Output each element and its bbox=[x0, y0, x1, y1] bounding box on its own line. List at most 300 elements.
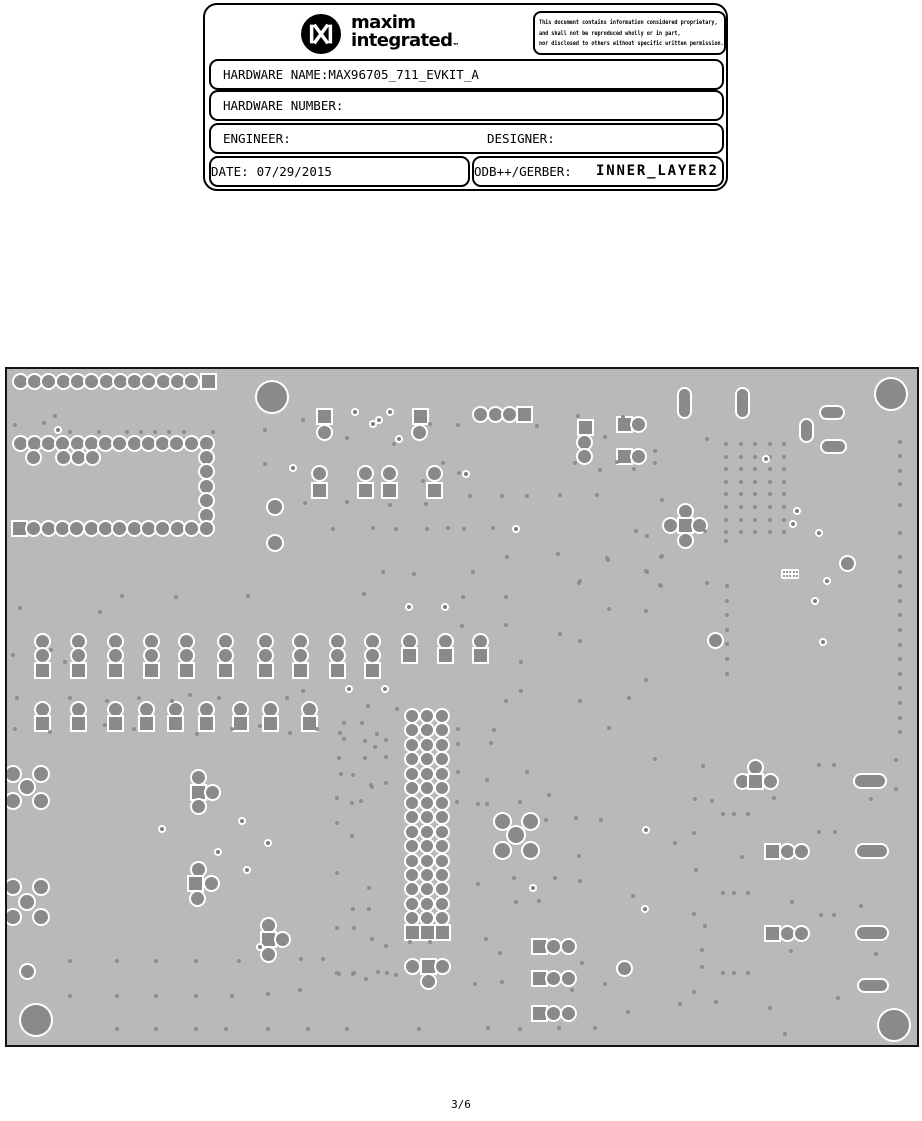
via bbox=[505, 555, 509, 559]
pad-circle bbox=[113, 437, 126, 450]
pad-square bbox=[618, 450, 631, 463]
pad-circle bbox=[841, 557, 854, 570]
pad-circle bbox=[428, 467, 441, 480]
pad-circle bbox=[421, 855, 433, 867]
pad-circle bbox=[42, 522, 55, 535]
via bbox=[898, 643, 902, 647]
via bbox=[578, 879, 582, 883]
via bbox=[898, 599, 902, 603]
pad-circle bbox=[56, 437, 69, 450]
pad-circle bbox=[99, 522, 112, 535]
via bbox=[701, 764, 705, 768]
pad-circle bbox=[313, 467, 326, 480]
via bbox=[673, 841, 677, 845]
via bbox=[375, 732, 379, 736]
mounting-hole bbox=[257, 382, 287, 412]
via bbox=[194, 1027, 198, 1031]
via bbox=[303, 501, 307, 505]
pad-circle bbox=[36, 703, 49, 716]
via bbox=[753, 518, 757, 522]
via bbox=[298, 988, 302, 992]
via bbox=[485, 802, 489, 806]
pad-circle bbox=[578, 436, 591, 449]
pad-circle bbox=[406, 724, 418, 736]
pad-circle bbox=[85, 437, 98, 450]
via bbox=[653, 757, 657, 761]
proprietary-notice-box bbox=[533, 11, 726, 55]
pad-circle bbox=[436, 883, 448, 895]
via bbox=[338, 731, 342, 735]
pad-circle bbox=[781, 845, 794, 858]
via bbox=[335, 926, 339, 930]
pad-circle bbox=[71, 375, 84, 388]
connector-pin-hole bbox=[789, 575, 791, 577]
pad-circle bbox=[736, 775, 749, 788]
pad-circle bbox=[142, 375, 155, 388]
via bbox=[694, 868, 698, 872]
via bbox=[366, 704, 370, 708]
via bbox=[660, 498, 664, 502]
pad-circle bbox=[72, 649, 85, 662]
via bbox=[832, 913, 836, 917]
via bbox=[525, 494, 529, 498]
pad-circle bbox=[436, 811, 448, 823]
via bbox=[782, 442, 786, 446]
pad-circle bbox=[200, 703, 213, 716]
via bbox=[500, 980, 504, 984]
pad-circle bbox=[27, 451, 40, 464]
via bbox=[460, 624, 464, 628]
pad-circle bbox=[421, 739, 433, 751]
proprietary-notice-text bbox=[539, 17, 723, 49]
pad-square bbox=[219, 664, 232, 677]
via bbox=[898, 440, 902, 444]
via bbox=[678, 1002, 682, 1006]
via bbox=[351, 907, 355, 911]
via bbox=[408, 940, 412, 944]
date-field bbox=[209, 156, 470, 187]
via bbox=[634, 529, 638, 533]
via bbox=[13, 423, 17, 427]
pad-circle bbox=[14, 375, 27, 388]
via bbox=[645, 534, 649, 538]
via bbox=[385, 971, 389, 975]
pad-circle bbox=[219, 635, 232, 648]
via bbox=[504, 595, 508, 599]
via bbox=[370, 937, 374, 941]
via bbox=[384, 755, 388, 759]
pad-circle bbox=[57, 375, 70, 388]
via bbox=[570, 988, 574, 992]
via bbox=[724, 539, 728, 543]
via bbox=[603, 435, 607, 439]
gerber-layer-value: INNER_LAYER2 bbox=[596, 163, 719, 179]
ring-via bbox=[388, 410, 392, 414]
pad-circle bbox=[200, 522, 213, 535]
via bbox=[603, 982, 607, 986]
pad-square bbox=[294, 664, 307, 677]
brand-line2: integrated bbox=[351, 30, 453, 51]
pad-circle bbox=[664, 519, 677, 532]
pad-circle bbox=[72, 635, 85, 648]
pad-circle bbox=[562, 1007, 575, 1020]
via bbox=[537, 899, 541, 903]
via bbox=[230, 994, 234, 998]
via bbox=[580, 961, 584, 965]
via bbox=[473, 982, 477, 986]
via bbox=[894, 787, 898, 791]
pad-circle bbox=[109, 635, 122, 648]
via bbox=[351, 972, 355, 976]
via bbox=[768, 467, 772, 471]
pad-circle bbox=[171, 375, 184, 388]
pad-circle bbox=[6, 910, 20, 924]
pad-circle bbox=[679, 505, 692, 518]
pad-square bbox=[192, 786, 205, 799]
pad-circle bbox=[180, 635, 193, 648]
via bbox=[746, 812, 750, 816]
connector-pin-hole bbox=[783, 575, 785, 577]
pad-circle bbox=[436, 960, 449, 973]
via bbox=[898, 701, 902, 705]
via bbox=[627, 696, 631, 700]
pad-square bbox=[264, 717, 277, 730]
pad-circle bbox=[140, 703, 153, 716]
pad-circle bbox=[421, 883, 433, 895]
connector-pin-hole bbox=[786, 571, 788, 573]
via bbox=[321, 957, 325, 961]
via bbox=[578, 699, 582, 703]
pad-square bbox=[13, 522, 26, 535]
brand-text bbox=[351, 14, 459, 55]
via bbox=[424, 502, 428, 506]
connector-pin-hole bbox=[789, 571, 791, 573]
via bbox=[724, 492, 728, 496]
via bbox=[49, 648, 53, 652]
via bbox=[753, 480, 757, 484]
pad-square bbox=[518, 408, 531, 421]
mounting-hole bbox=[879, 1010, 909, 1040]
ring-via bbox=[258, 945, 262, 949]
pad-square bbox=[414, 410, 427, 423]
ring-via bbox=[371, 422, 375, 426]
via bbox=[753, 442, 757, 446]
via bbox=[188, 693, 192, 697]
pad-circle bbox=[170, 437, 183, 450]
pad-circle bbox=[781, 927, 794, 940]
via bbox=[721, 971, 725, 975]
via bbox=[898, 730, 902, 734]
pad-circle bbox=[421, 768, 433, 780]
via bbox=[659, 555, 663, 559]
pad-square bbox=[72, 717, 85, 730]
pad-circle bbox=[474, 635, 487, 648]
via bbox=[500, 494, 504, 498]
pad-circle bbox=[406, 840, 418, 852]
pad-circle bbox=[259, 635, 272, 648]
via bbox=[15, 696, 19, 700]
via bbox=[331, 527, 335, 531]
pad-square bbox=[259, 664, 272, 677]
via bbox=[337, 756, 341, 760]
via bbox=[578, 639, 582, 643]
pad-circle bbox=[632, 450, 645, 463]
via bbox=[898, 628, 902, 632]
pad-square bbox=[618, 418, 631, 431]
pad-circle bbox=[421, 826, 433, 838]
ring-via bbox=[644, 828, 648, 832]
via bbox=[217, 696, 221, 700]
via bbox=[258, 724, 262, 728]
pad-square bbox=[109, 664, 122, 677]
ring-via bbox=[791, 522, 795, 526]
pad-circle bbox=[192, 800, 205, 813]
via bbox=[725, 657, 729, 661]
via bbox=[725, 613, 729, 617]
via bbox=[724, 530, 728, 534]
via bbox=[753, 455, 757, 459]
pad-circle bbox=[495, 843, 510, 858]
pad-square bbox=[36, 664, 49, 677]
via bbox=[692, 831, 696, 835]
pad-circle bbox=[406, 869, 418, 881]
pad-circle bbox=[421, 724, 433, 736]
via bbox=[739, 455, 743, 459]
via bbox=[230, 727, 234, 731]
hardware-number-label: HARDWARE NUMBER: bbox=[223, 98, 344, 113]
via bbox=[782, 518, 786, 522]
pad-circle bbox=[185, 437, 198, 450]
pad-circle bbox=[109, 703, 122, 716]
via bbox=[178, 724, 182, 728]
via bbox=[819, 913, 823, 917]
via bbox=[576, 414, 580, 418]
pad-circle bbox=[156, 437, 169, 450]
via bbox=[898, 454, 902, 458]
pad-oval bbox=[737, 389, 748, 417]
pad-square bbox=[303, 717, 316, 730]
via bbox=[154, 1027, 158, 1031]
via bbox=[285, 696, 289, 700]
connector-pin-hole bbox=[783, 571, 785, 573]
pad-square bbox=[72, 664, 85, 677]
pad-oval bbox=[822, 441, 845, 452]
pad-circle bbox=[192, 771, 205, 784]
connector-pin-hole bbox=[793, 575, 795, 577]
pad-square bbox=[145, 664, 158, 677]
via bbox=[367, 886, 371, 890]
ring-via bbox=[795, 509, 799, 513]
via bbox=[898, 657, 902, 661]
via bbox=[544, 818, 548, 822]
via bbox=[174, 595, 178, 599]
pad-circle bbox=[547, 1007, 560, 1020]
ring-via bbox=[821, 640, 825, 644]
via bbox=[836, 996, 840, 1000]
pad-circle bbox=[56, 522, 69, 535]
pad-circle bbox=[436, 826, 448, 838]
pad-circle bbox=[406, 768, 418, 780]
trademark-symbol: ™ bbox=[452, 42, 460, 50]
ring-via bbox=[216, 850, 220, 854]
via bbox=[577, 854, 581, 858]
via bbox=[350, 801, 354, 805]
pad-circle bbox=[42, 375, 55, 388]
via bbox=[167, 430, 171, 434]
pad-circle bbox=[6, 767, 20, 781]
pad-circle bbox=[436, 782, 448, 794]
via bbox=[714, 1000, 718, 1004]
via bbox=[471, 570, 475, 574]
via bbox=[782, 455, 786, 459]
pad-circle bbox=[6, 880, 20, 894]
via bbox=[137, 696, 141, 700]
ring-via bbox=[764, 457, 768, 461]
pad-circle bbox=[86, 451, 99, 464]
pad-circle bbox=[20, 895, 34, 909]
pad-circle bbox=[406, 811, 418, 823]
pad-circle bbox=[34, 794, 48, 808]
pad-circle bbox=[421, 898, 433, 910]
via bbox=[425, 527, 429, 531]
via bbox=[598, 468, 602, 472]
notice-line-1: This document contains information considered proprietary, bbox=[539, 18, 718, 26]
via bbox=[504, 699, 508, 703]
via bbox=[370, 785, 374, 789]
via bbox=[519, 660, 523, 664]
ring-via bbox=[347, 687, 351, 691]
via bbox=[599, 818, 603, 822]
via bbox=[898, 672, 902, 676]
via bbox=[476, 882, 480, 886]
hardware-name-field bbox=[209, 59, 724, 90]
via bbox=[783, 1032, 787, 1036]
pad-circle bbox=[474, 408, 487, 421]
ring-via bbox=[825, 579, 829, 583]
via bbox=[498, 951, 502, 955]
via bbox=[721, 812, 725, 816]
pad-square bbox=[766, 927, 779, 940]
via bbox=[392, 442, 396, 446]
pad-square bbox=[36, 717, 49, 730]
via bbox=[428, 940, 432, 944]
pad-circle bbox=[749, 761, 762, 774]
via bbox=[782, 480, 786, 484]
hardware-name-label: HARDWARE NAME: bbox=[223, 67, 329, 82]
via bbox=[484, 937, 488, 941]
via bbox=[384, 738, 388, 742]
brand-line1: maxim bbox=[351, 12, 416, 33]
pad-circle bbox=[70, 522, 83, 535]
via bbox=[456, 742, 460, 746]
via bbox=[462, 527, 466, 531]
pad-circle bbox=[219, 649, 232, 662]
via bbox=[371, 526, 375, 530]
via bbox=[519, 689, 523, 693]
via bbox=[739, 492, 743, 496]
pad-square bbox=[533, 1007, 546, 1020]
pad-circle bbox=[157, 375, 170, 388]
via bbox=[115, 994, 119, 998]
ring-via bbox=[407, 605, 411, 609]
engineer-designer-field bbox=[209, 123, 724, 154]
via bbox=[120, 594, 124, 598]
via bbox=[512, 876, 516, 880]
pad-square bbox=[331, 664, 344, 677]
via bbox=[898, 584, 902, 588]
via bbox=[753, 505, 757, 509]
via bbox=[631, 894, 635, 898]
pad-circle bbox=[71, 437, 84, 450]
via bbox=[644, 609, 648, 613]
pad-circle bbox=[114, 375, 127, 388]
via bbox=[504, 623, 508, 627]
ring-via bbox=[240, 819, 244, 823]
ring-via bbox=[266, 841, 270, 845]
via bbox=[103, 723, 107, 727]
pad-circle bbox=[436, 869, 448, 881]
via bbox=[352, 926, 356, 930]
pad-circle bbox=[403, 635, 416, 648]
via bbox=[491, 526, 495, 530]
pcb-board bbox=[5, 367, 919, 1047]
via bbox=[345, 1027, 349, 1031]
via bbox=[553, 876, 557, 880]
pad-circle bbox=[100, 375, 113, 388]
via bbox=[97, 430, 101, 434]
via bbox=[446, 526, 450, 530]
via bbox=[335, 796, 339, 800]
mounting-hole bbox=[876, 379, 906, 409]
pad-oval bbox=[857, 845, 887, 857]
via bbox=[746, 891, 750, 895]
via bbox=[653, 449, 657, 453]
pad-circle bbox=[200, 480, 213, 493]
via bbox=[360, 721, 364, 725]
pad-circle bbox=[562, 972, 575, 985]
via bbox=[105, 699, 109, 703]
via bbox=[363, 756, 367, 760]
pad-circle bbox=[436, 768, 448, 780]
connector-pin-hole bbox=[786, 575, 788, 577]
pad-square bbox=[234, 717, 247, 730]
via bbox=[468, 494, 472, 498]
pad-circle bbox=[200, 437, 213, 450]
via bbox=[700, 965, 704, 969]
ring-via bbox=[817, 531, 821, 535]
pad-circle bbox=[142, 522, 155, 535]
pad-circle bbox=[264, 703, 277, 716]
via bbox=[299, 957, 303, 961]
pad-oval bbox=[859, 980, 887, 991]
pad-square bbox=[262, 933, 275, 946]
mounting-hole bbox=[21, 1005, 51, 1035]
via bbox=[573, 461, 577, 465]
pad-circle bbox=[72, 703, 85, 716]
pad-circle bbox=[109, 649, 122, 662]
pad-circle bbox=[180, 649, 193, 662]
pad-square bbox=[318, 410, 331, 423]
via bbox=[367, 907, 371, 911]
small-connector-footprint bbox=[781, 569, 799, 579]
via bbox=[139, 430, 143, 434]
pad-square bbox=[359, 484, 372, 497]
via bbox=[456, 770, 460, 774]
via bbox=[898, 469, 902, 473]
via bbox=[644, 678, 648, 682]
ring-via bbox=[245, 868, 249, 872]
via bbox=[898, 482, 902, 486]
